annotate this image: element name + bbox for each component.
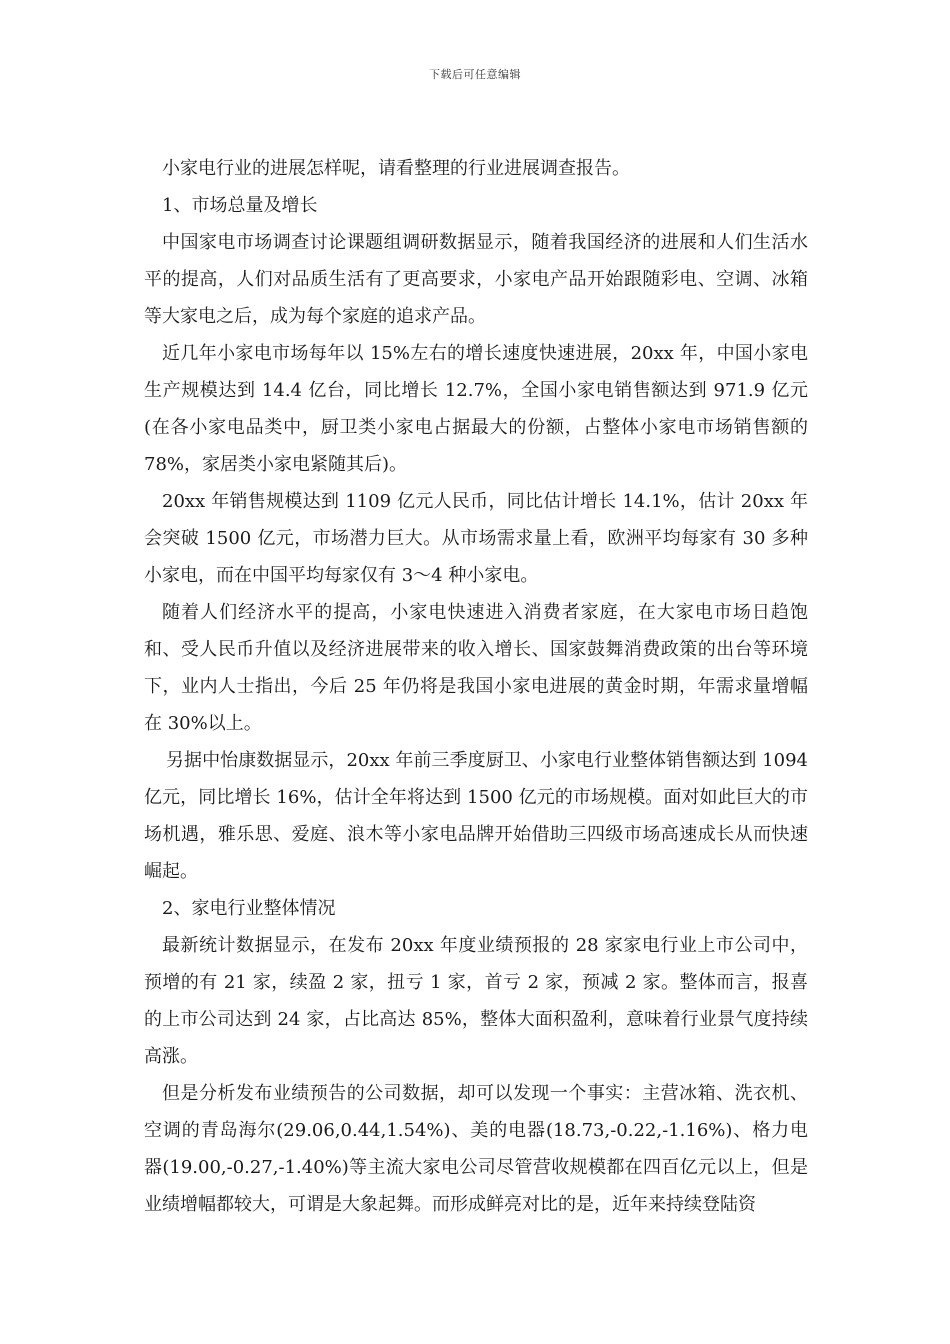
- body-paragraph: 20xx 年销售规模达到 1109 亿元人民币，同比估计增长 14.1%，估计 20xx 年会突破 1500 亿元，市场潜力巨大。从市场需求量上看，欧洲平均每家有 30 多种小家电，而在中国平均每家仅有 3～4 种小家电。: [144, 491, 808, 586]
- body-paragraph: 近几年小家电市场每年以 15%左右的增长速度快速进展，20xx 年，中国小家电生产规模达到 14.4 亿台，同比增长 12.7%，全国小家电销售额达到 971.9 亿元(在各小家电品类中，厨卫类小家电占据最大的份额，占整体小家电市场销售额的 78%，家居类小家电紧随其后)。: [144, 343, 808, 475]
- body-paragraph: 最新统计数据显示，在发布 20xx 年度业绩预报的 28 家家电行业上市公司中，预增的有 21 家，续盈 2 家，扭亏 1 家，首亏 2 家，预减 2 家。整体而言，报喜的上市公司达到 24 家，占比高达 85%，整体大面积盈利，意味着行业景气度持续高涨。: [144, 935, 808, 1067]
- body-paragraph: 但是分析发布业绩预告的公司数据，却可以发现一个事实：主营冰箱、洗衣机、空调的青岛海尔(29.06,0.44,1.54%)、美的电器(18.73,-0.22,-1.16%)、格力电器(19.00,-0.27,-1.40%)等主流大家电公司尽管营收规模都在四百亿元以上，但是业绩增幅都较大，可谓是大象起舞。而形成鲜亮对比的是，近年来持续登陆资: [144, 1083, 808, 1215]
- section-heading-1: 1、市场总量及增长: [162, 195, 318, 216]
- document-body: [144, 150, 808, 1223]
- section-heading-2: 2、家电行业整体情况: [162, 898, 336, 919]
- intro-paragraph: 小家电行业的进展怎样呢，请看整理的行业进展调查报告。: [162, 158, 630, 179]
- body-paragraph: 中国家电市场调查讨论课题组调研数据显示，随着我国经济的进展和人们生活水平的提高，人们对品质生活有了更高要求，小家电产品开始跟随彩电、空调、冰箱等大家电之后，成为每个家庭的追求产品。: [144, 232, 808, 327]
- body-paragraph: 随着人们经济水平的提高，小家电快速进入消费者家庭，在大家电市场日趋饱和、受人民币升值以及经济进展带来的收入增长、国家鼓舞消费政策的出台等环境下，业内人士指出，今后 25 年仍将是我国小家电进展的黄金时期，年需求量增幅在 30%以上。: [144, 602, 808, 734]
- page-header-note: 下载后可任意编辑: [429, 68, 521, 81]
- body-paragraph: 另据中怡康数据显示，20xx 年前三季度厨卫、小家电行业整体销售额达到 1094 亿元，同比增长 16%，估计全年将达到 1500 亿元的市场规模。面对如此巨大的市场机遇，雅乐思、爱庭、浪木等小家电品牌开始借助三四级市场高速成长从而快速崛起。: [144, 750, 808, 882]
